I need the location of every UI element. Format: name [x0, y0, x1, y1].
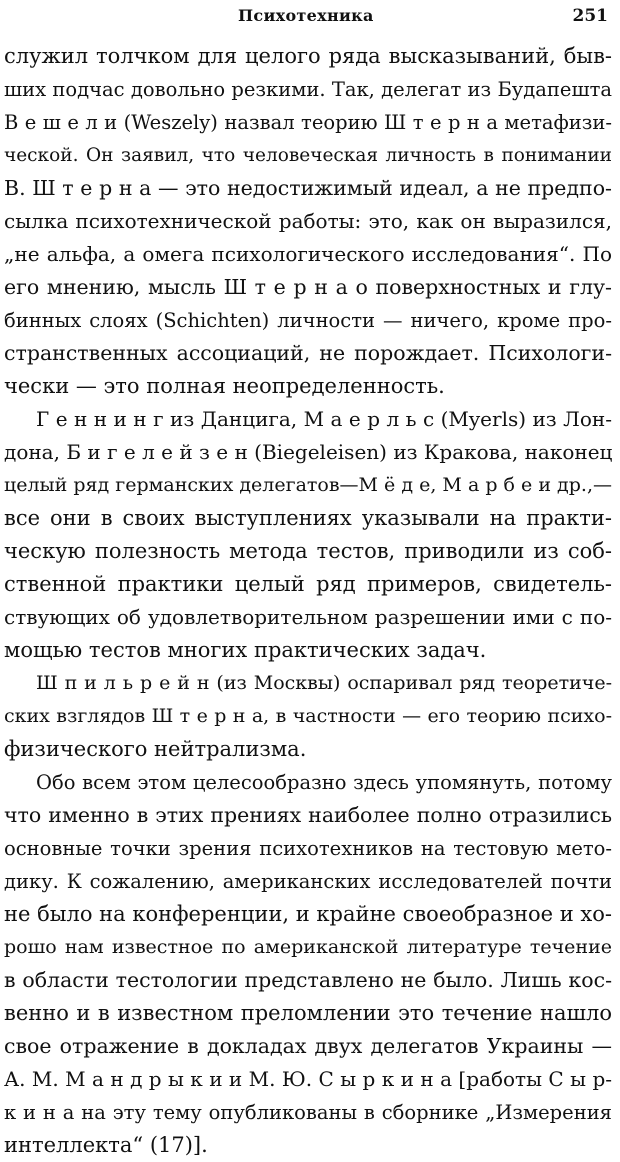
- text-line: все они в своих выступлениях указывали на практи-: [4, 506, 612, 530]
- running-title: Психотехника: [238, 6, 374, 25]
- text-line: А. М. М а н д р ы к и и М. Ю. С ы р к и н а [работы С ы р-: [4, 1067, 612, 1091]
- text-line: венно и в известном преломлении это течение нашло: [4, 1001, 612, 1025]
- text-line: странственных ассоциаций, не порождает. Психологи-: [4, 341, 612, 365]
- text-line: ческой. Он заявил, что человеческая личность в понимании: [4, 145, 612, 166]
- text-line: В е ш е л и (Weszely) назвал теорию Ш т е р н а метафизи-: [4, 111, 612, 134]
- text-line: мощью тестов многих практических задач.: [4, 638, 487, 662]
- text-line: Г е н н и н г из Данцига, М а е р л ь с (Myerls) из Лон-: [36, 407, 612, 431]
- text-line: В. Ш т е р н а — это недостижимый идеал, а не предпо-: [4, 176, 612, 200]
- text-line: рошо нам известное по американской литературе течение: [4, 936, 612, 958]
- text-line: не было на конференции, и крайне своеобразное и хо-: [4, 902, 612, 926]
- text-line: ственной практики целый ряд примеров, свидетель-: [4, 572, 612, 596]
- text-line: ших подчас довольно резкими. Так, делегат из Будапешта: [4, 78, 612, 101]
- text-line: интеллекта“ (17)].: [4, 1133, 208, 1157]
- text-line: основные точки зрения психотехников на тестовую мето-: [4, 837, 612, 860]
- text-line: ческую полезность метода тестов, приводили из соб-: [4, 539, 612, 563]
- text-line: дику. К сожалению, американских исследователей почти: [4, 870, 612, 893]
- text-line: что именно в этих прениях наиболее полно отразились: [4, 803, 612, 827]
- text-line: свое отражение в докладах двух делегатов Украины —: [4, 1034, 612, 1058]
- text-line: сылка психотехнической работы: это, как он выразился,: [4, 209, 612, 233]
- text-line: ских взглядов Ш т е р н а, в частности — его теорию психо-: [4, 705, 612, 727]
- text-line: чески — это полная неопределенность.: [4, 374, 445, 398]
- body-text: [0, 40, 620, 1162]
- text-line: физического нейтрализма.: [4, 737, 307, 761]
- text-line: целый ряд германских делегатов—М ё д е, М а р б е и др.,—: [4, 474, 612, 496]
- text-line: к и н а на эту тему опубликованы в сборнике „Измерения: [4, 1101, 612, 1124]
- text-line: Ш п и л ь р е й н (из Москвы) оспаривал ряд теоретиче-: [36, 672, 612, 694]
- text-line: его мнению, мысль Ш т е р н а о поверхностных и глу-: [4, 275, 612, 299]
- text-line: дона, Б и г е л е й з е н (Biegeleisen) из Кракова, наконец: [4, 440, 613, 464]
- text-line: служил толчком для целого ряда высказываний, быв-: [4, 44, 612, 68]
- text-line: ствующих об удовлетворительном разрешении ими с по-: [4, 605, 612, 629]
- text-line: в области тестологии представлено не было. Лишь кос-: [4, 968, 612, 992]
- page-number: 251: [572, 6, 608, 26]
- page-header: [0, 6, 620, 32]
- text-line: бинных слоях (Schichten) личности — ничего, кроме про-: [4, 309, 612, 332]
- text-line: Обо всем этом целесообразно здесь упомянуть, потому: [36, 771, 612, 794]
- text-line: „не альфа, а омега психологического исследования“. По: [4, 242, 612, 266]
